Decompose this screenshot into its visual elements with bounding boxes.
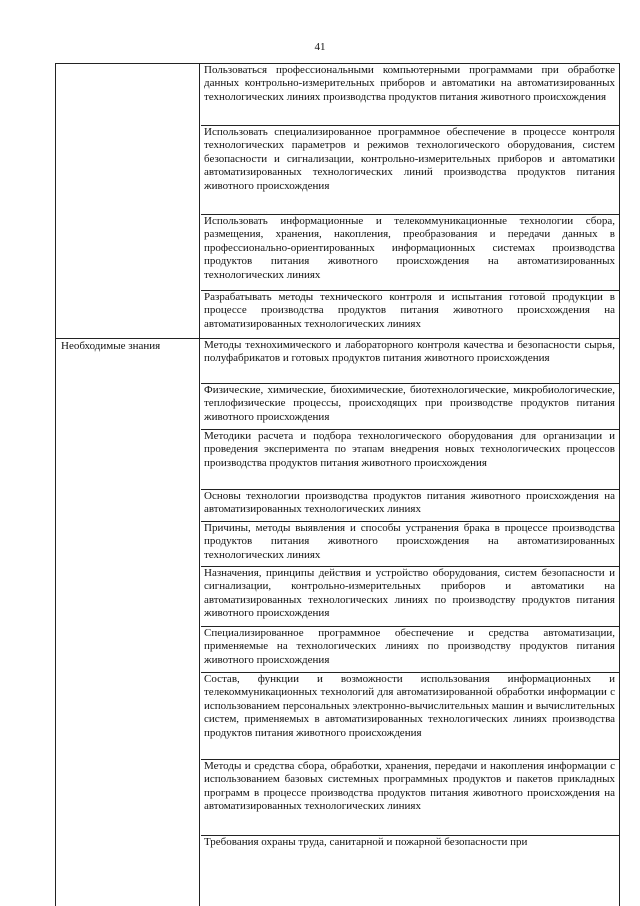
knowledge-section <box>56 338 619 906</box>
requirements-table <box>55 63 620 906</box>
knowledge-row: Основы технологии производства продуктов питания животного происхождения на автоматизированных технологических линиях <box>201 489 619 521</box>
knowledge-column <box>201 339 619 906</box>
skills-label-cell <box>56 64 200 340</box>
knowledge-label: Необходимые знания <box>56 339 200 906</box>
skills-section <box>56 63 619 340</box>
skill-row: Разрабатывать методы технического контроля и испытания готовой продукции в процессе производства продуктов питания животного происхождения на автоматизированных технологических линиях <box>201 290 619 340</box>
knowledge-row: Методы технохимического и лабораторного контроля качества и безопасности сырья, полуфабрикатов и готовых продуктов питания животного происхождения <box>204 339 615 365</box>
skill-row: Пользоваться профессиональными компьютерными программами при обработке данных контрольно-измерительных приборов и автоматики на автоматизированных технологических линиях производства продуктов питания животного происхождения <box>204 64 615 103</box>
knowledge-row: Специализированное программное обеспечение и средства автоматизации, применяемые на технологических линиях по производству продуктов питания животного происхождения <box>201 626 619 672</box>
knowledge-row: Требования охраны труда, санитарной и пожарной безопасности при <box>201 835 619 906</box>
skills-column <box>201 64 619 340</box>
skill-row: Использовать специализированное программное обеспечение в процессе контроля технологических параметров и режимов технологического оборудования, систем безопасности и сигнализации, контрольно-измерительных приборов и автоматики автоматизированных технологических линий производства продуктов питания животного происхождения <box>201 125 619 214</box>
knowledge-row: Причины, методы выявления и способы устранения брака в процессе производства продуктов питания животного происхождения на автоматизированных технологических линиях <box>201 521 619 566</box>
knowledge-row: Физические, химические, биохимические, биотехнологические, микробиологические, теплофизические процессы, происходящих при производстве продуктов питания животного происхождения <box>201 383 619 429</box>
knowledge-row: Методы и средства сбора, обработки, хранения, передачи и накопления информации с использованием базовых системных программных продуктов и пакетов прикладных программ в процессе производства продуктов питания животного происхождения на автоматизированных технологических линиях <box>201 759 619 835</box>
skill-row: Использовать информационные и телекоммуникационные технологии сбора, размещения, хранения, накопления, преобразования и передачи данных в профессионально-ориентированных информационных системах производства продуктов питания животного происхождения на автоматизированных технологических линиях <box>201 214 619 290</box>
knowledge-row: Назначения, принципы действия и устройство оборудования, систем безопасности и сигнализации, контрольно-измерительных приборов и автоматики на автоматизированных технологических линиях по производству продуктов питания животного происхождения <box>201 566 619 626</box>
knowledge-row: Методики расчета и подбора технологического оборудования для организации и проведения эксперимента по этапам внедрения новых технологических процессов производства продуктов питания животного происхождения <box>201 429 619 489</box>
page-number: 41 <box>314 41 326 53</box>
knowledge-row: Состав, функции и возможности использования информационных и телекоммуникационных технологий для автоматизированной обработки информации с использованием персональных электронно-вычислительных машин и вычислительных систем, применяемых в автоматизированных технологических линиях производства продуктов питания животного происхождения <box>201 672 619 759</box>
